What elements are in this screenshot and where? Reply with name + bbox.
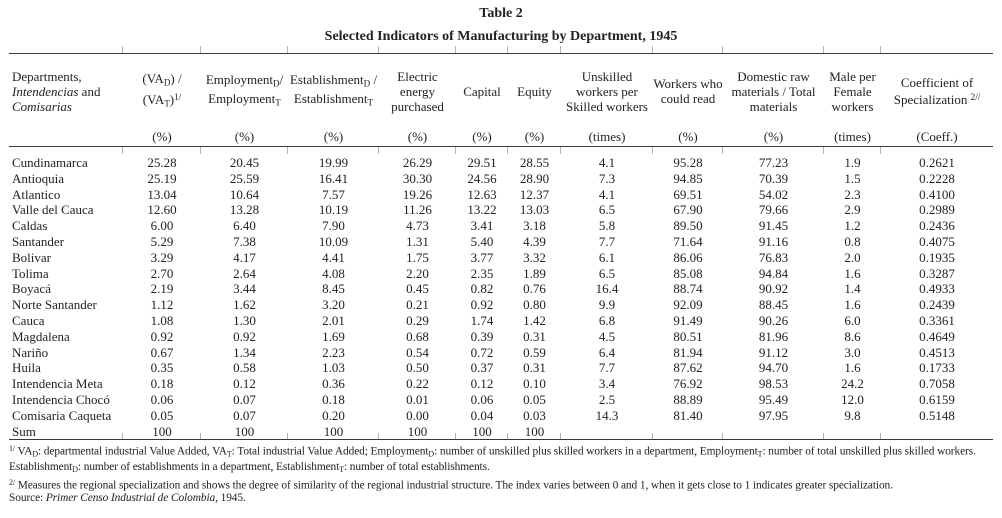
table-cell: 91.12 (758, 344, 789, 360)
column-header: Unskilled workers per Skilled workers (561, 54, 653, 129)
row-label: Nariño (12, 344, 49, 360)
table-cell: 4.17 (233, 249, 256, 265)
table-row (9, 202, 993, 218)
table-cell: 2.01 (322, 312, 345, 328)
table-cell: 4.41 (322, 249, 345, 265)
table-cell: 89.50 (673, 218, 703, 234)
table-cell: 90.26 (758, 312, 789, 328)
table-cell: 3.0 (844, 344, 861, 360)
table-cell: 1.5 (844, 170, 861, 186)
table-cell: 4.1 (598, 155, 616, 170)
row-label: Atlantico (12, 186, 61, 202)
table-cell: 28.90 (519, 170, 550, 186)
table-cell: 24.2 (841, 376, 864, 392)
table-cell: 98.53 (758, 376, 789, 392)
table-cell: 94.84 (758, 265, 789, 281)
table-cell: 81.96 (758, 328, 789, 344)
table-cell: 1.34 (233, 344, 256, 360)
table-cell: 4.08 (322, 265, 345, 281)
table-cell: 12.0 (841, 391, 864, 407)
table-cell: 5.8 (598, 218, 616, 234)
column-header: Employment$_D$/ Employment$_T$ (201, 54, 288, 129)
table-cell: 0.06 (470, 391, 494, 407)
table-cell: 100 (508, 424, 561, 440)
column-unit: (%) (123, 128, 201, 147)
table-cell: 0.2989 (919, 202, 955, 218)
table-cell: 25.28 (147, 155, 177, 170)
table-cell: 9.8 (844, 407, 861, 423)
table-cell: 6.40 (233, 218, 256, 234)
table-cell: 87.62 (673, 360, 703, 376)
column-unit: (%) (288, 128, 379, 147)
table-number: Table 2 (479, 6, 523, 21)
table-cell: 0.05 (150, 407, 174, 423)
table-cell: 0.68 (406, 328, 429, 344)
table-row (9, 281, 993, 297)
table-cell: 0.07 (233, 407, 256, 423)
table-cell: 0.82 (470, 281, 494, 297)
table-cell: 14.3 (595, 407, 619, 423)
table-cell: 0.07 (233, 391, 256, 407)
table-cell: 0.29 (406, 312, 429, 328)
table-cell: 1.4 (844, 281, 861, 297)
table-cell: 0.39 (470, 328, 494, 344)
table-cell: 0.45 (406, 281, 429, 297)
table-cell: 76.83 (758, 249, 789, 265)
table-cell: 25.19 (147, 170, 177, 186)
row-label: Intendencia Meta (12, 376, 103, 392)
table-cell: 0.76 (523, 281, 546, 297)
table-cell: 0.12 (470, 376, 494, 392)
table-cell: 1.6 (844, 360, 861, 376)
row-label: Intendencia Chocó (12, 391, 110, 407)
table-row (9, 171, 993, 187)
footnotes (9, 443, 997, 504)
table-row (9, 234, 993, 250)
table-cell: 1.62 (233, 297, 256, 313)
row-label: Boyacá (12, 281, 51, 297)
table-cell: 12.60 (147, 202, 177, 218)
table-cell: 0.1935 (919, 249, 955, 265)
title-block (9, 6, 993, 45)
table-cell: 6.1 (598, 249, 616, 265)
table-cell: 11.26 (403, 202, 432, 218)
column-header: Male per Female workers (824, 54, 881, 129)
column-unit: (times) (561, 128, 653, 147)
table-cell: 2.19 (150, 281, 174, 297)
table-cell: 0.01 (406, 391, 429, 407)
column-header: Equity (508, 54, 561, 129)
table-cell: 13.28 (229, 202, 260, 218)
column-unit: (times) (824, 128, 881, 147)
table-cell: 81.94 (673, 344, 703, 360)
table-cell: 26.29 (402, 155, 433, 170)
table-cell: 2.23 (322, 344, 345, 360)
table-cell: 0.1733 (919, 360, 955, 376)
table-cell: 9.9 (598, 297, 616, 313)
table-cell: 6.8 (598, 312, 616, 328)
table-cell: 2.20 (406, 265, 429, 281)
table-row (9, 376, 993, 392)
table-cell: 0.59 (523, 344, 546, 360)
row-label: Tolima (12, 265, 49, 281)
table-cell: 1.89 (523, 265, 546, 281)
table-row (9, 392, 993, 408)
table-header (9, 54, 993, 147)
table-row (9, 313, 993, 329)
table-cell: 16.41 (318, 170, 349, 186)
footnote-2: $^{2/}$ Measures the regional specialization and shows the degree of similarity of the regional industrial structure. The index varies between 0 and 1, when it gets close to 1 indicates greater specialization. (9, 477, 893, 492)
table-cell: 0.21 (406, 297, 429, 313)
table-cell: 0.50 (406, 360, 429, 376)
row-label: Cundinamarca (12, 155, 88, 170)
table-cell: 10.19 (318, 202, 349, 218)
table-cell: 0.3361 (919, 312, 955, 328)
table-cell: 3.44 (233, 281, 256, 297)
table-cell: 3.29 (150, 249, 174, 265)
table-body (9, 147, 993, 440)
indicators-table (9, 53, 993, 440)
table-cell: 13.22 (467, 202, 497, 218)
table-cell: 80.51 (673, 328, 703, 344)
table-cell: 91.16 (758, 233, 789, 249)
table-cell: 0.2621 (919, 155, 955, 170)
table-cell: 91.45 (758, 218, 789, 234)
table-cell: 8.6 (844, 328, 861, 344)
table-cell: 0.80 (523, 297, 546, 313)
table-cell: 1.2 (844, 218, 861, 234)
table-row (9, 250, 993, 266)
table-cell: 3.32 (523, 249, 546, 265)
table-cell: 97.95 (758, 407, 789, 423)
row-label: Valle del Cauca (12, 202, 94, 218)
table-cell: 0.36 (322, 376, 345, 392)
column-header: Domestic raw materials / Total materials (723, 54, 824, 129)
table-cell: 13.04 (147, 186, 177, 202)
table-cell: 81.40 (673, 407, 703, 423)
table-cell: 0.31 (523, 360, 546, 376)
table-cell: 0.18 (322, 391, 345, 407)
table-cell: 0.03 (523, 407, 546, 423)
table-cell: 1.9 (844, 155, 861, 170)
table-cell: 92.09 (673, 297, 703, 313)
row-label: Antioquia (12, 170, 64, 186)
table-cell: 5.40 (470, 233, 494, 249)
table-row (9, 408, 993, 424)
row-label: Comisaria Caqueta (12, 407, 112, 423)
table-cell: 28.55 (519, 155, 550, 170)
table-cell: 6.5 (598, 265, 616, 281)
column-unit: (%) (508, 128, 561, 147)
source-note: Source: Primer Censo Industrial de Colombia, 1945. (9, 491, 246, 504)
table-cell: 0.67 (150, 344, 174, 360)
column-unit (9, 128, 123, 147)
table-cell: 0.92 (150, 328, 174, 344)
table-cell: 5.29 (150, 233, 174, 249)
table-row (9, 345, 993, 361)
table-cell: 0.4933 (919, 281, 955, 297)
table-cell: 10.09 (318, 233, 349, 249)
table-row (9, 297, 993, 313)
row-label: Huila (12, 360, 41, 376)
table-cell: 0.12 (233, 376, 256, 392)
table-cell: 1.75 (406, 249, 429, 265)
row-label: Caldas (12, 218, 48, 234)
column-header: Departments, Intendencias and Comisarias (9, 54, 123, 129)
table-cell: 2.5 (598, 391, 616, 407)
table-row (9, 187, 993, 203)
table-cell: 13.03 (519, 202, 550, 218)
table-cell: 3.77 (470, 249, 494, 265)
row-label: Santander (12, 233, 64, 249)
table-cell: 100 (201, 424, 288, 440)
row-label: Norte Santander (12, 297, 97, 313)
table-cell: 4.1 (598, 186, 616, 202)
table-cell: 0.20 (322, 407, 345, 423)
table-cell: 4.73 (406, 218, 429, 234)
table-cell: 86.06 (673, 249, 703, 265)
column-header: Workers who could read (653, 54, 723, 129)
table-cell: 76.92 (673, 376, 703, 392)
table-cell: 88.74 (673, 281, 703, 297)
table-cell: 2.0 (844, 249, 861, 265)
table-cell: 6.00 (150, 218, 174, 234)
table-cell: 0.22 (406, 376, 429, 392)
table-cell (653, 424, 723, 440)
table-cell: 88.45 (758, 297, 789, 313)
table-cell: 1.69 (322, 328, 345, 344)
table-cell (824, 424, 881, 440)
table-cell: 1.74 (470, 312, 494, 328)
table-cell: 95.49 (758, 391, 789, 407)
table-cell: 69.51 (673, 186, 703, 202)
row-label: Sum (9, 424, 123, 440)
table-cell: 0.05 (523, 391, 546, 407)
table-cell: 0.3287 (919, 265, 955, 281)
table-cell: 0.4513 (919, 344, 955, 360)
table-cell: 100 (123, 424, 201, 440)
table-cell: 0.35 (150, 360, 174, 376)
table-row (9, 424, 993, 440)
table-cell: 2.9 (844, 202, 861, 218)
table-cell: 0.2436 (919, 218, 955, 234)
table-title: Selected Indicators of Manufacturing by Department, 1945 (324, 29, 678, 44)
table-cell (561, 424, 653, 440)
table-cell: 7.57 (322, 186, 345, 202)
table-cell: 7.90 (322, 218, 345, 234)
table-cell: 0.92 (233, 328, 256, 344)
column-header: Electric energy purchased (379, 54, 456, 129)
column-header: Coefficient of Specialization $^{2//}$ (881, 54, 993, 129)
table-cell: 1.03 (322, 360, 345, 376)
table-cell: 2.70 (150, 265, 174, 281)
table-cell: 0.4649 (919, 328, 955, 344)
table-cell: 0.54 (406, 344, 429, 360)
table-cell: 0.37 (470, 360, 494, 376)
table-cell: 1.08 (150, 312, 174, 328)
table-cell: 70.39 (758, 170, 789, 186)
table-cell: 95.28 (673, 155, 703, 170)
row-label: Magdalena (12, 328, 70, 344)
table-cell: 19.26 (402, 186, 433, 202)
column-unit: (%) (379, 128, 456, 147)
table-cell: 2.35 (470, 265, 494, 281)
column-unit: (%) (653, 128, 723, 147)
table-cell: 1.31 (406, 233, 429, 249)
table-cell: 0.31 (523, 328, 546, 344)
table-row (9, 147, 993, 171)
table-cell: 91.49 (673, 312, 703, 328)
column-unit: (Coeff.) (881, 128, 993, 147)
table-row (9, 218, 993, 234)
column-unit: (%) (201, 128, 288, 147)
column-unit: (%) (723, 128, 824, 147)
table-cell: 0.2228 (919, 170, 955, 186)
table-cell: 0.04 (470, 407, 494, 423)
table-cell: 0.00 (406, 407, 429, 423)
table-cell: 3.4 (598, 376, 616, 392)
table-cell: 6.4 (598, 344, 616, 360)
table-row (9, 266, 993, 282)
table-cell: 29.51 (467, 155, 497, 170)
table-cell: 1.12 (150, 297, 174, 313)
table-cell: 0.2439 (919, 297, 955, 313)
table-cell: 0.06 (150, 391, 174, 407)
column-header: Capital (456, 54, 508, 129)
table-cell: 0.10 (523, 376, 546, 392)
table-cell: 3.18 (523, 218, 546, 234)
table-cell: 3.20 (322, 297, 345, 313)
table-cell: 7.38 (233, 233, 256, 249)
table-row (9, 360, 993, 376)
table-cell: 4.39 (523, 233, 546, 249)
table-cell: 0.7058 (919, 376, 955, 392)
table-cell: 25.59 (229, 170, 260, 186)
table-cell: 71.64 (673, 233, 703, 249)
table-cell: 0.6159 (919, 391, 955, 407)
table-cell: 6.5 (598, 202, 616, 218)
table-cell: 7.3 (598, 170, 616, 186)
table-row (9, 329, 993, 345)
table-cell: 16.4 (595, 281, 619, 297)
table-cell (881, 424, 993, 440)
table-cell: 100 (456, 424, 508, 440)
table-cell: 12.63 (467, 186, 497, 202)
table-cell: 54.02 (758, 186, 789, 202)
table-cell: 19.99 (318, 155, 349, 170)
table-cell: 12.37 (519, 186, 550, 202)
table-cell: 3.41 (470, 218, 494, 234)
table-cell: 100 (379, 424, 456, 440)
table-cell: 77.23 (758, 155, 789, 170)
table-cell: 1.42 (523, 312, 546, 328)
table-cell: 0.58 (233, 360, 256, 376)
table-cell: 2.3 (844, 186, 861, 202)
table-cell: 79.66 (758, 202, 789, 218)
table-cell: 0.5148 (919, 407, 955, 423)
table-cell: 0.4075 (919, 233, 955, 249)
table-cell: 8.45 (322, 281, 345, 297)
table-cell: 10.64 (229, 186, 260, 202)
table-cell: 20.45 (229, 155, 260, 170)
table-cell: 7.7 (598, 233, 616, 249)
footnote-1: $^{1/}$ $VA_D$: departmental industrial Value Added, $VA_T$: Total industrial Value Added; Employment$_D$: number of unskilled plus skilled workers in a department, Employment$_T$: number of total unskilled plus skilled workers. Establishment$_D$: number of establishments in a department, Establishment$_T$: number of total establishments. (9, 444, 976, 475)
table-cell: 1.6 (844, 297, 861, 313)
table-cell: 90.92 (758, 281, 789, 297)
table-cell: 0.72 (470, 344, 494, 360)
table-cell: 0.4100 (919, 186, 955, 202)
table-cell: 85.08 (673, 265, 703, 281)
table-cell: 4.5 (598, 328, 616, 344)
table-cell: 88.89 (673, 391, 703, 407)
table-cell: 94.70 (758, 360, 789, 376)
table-cell: 24.56 (467, 170, 497, 186)
table-cell: 0.18 (150, 376, 174, 392)
table-cell: 6.0 (844, 312, 861, 328)
table-cell: 100 (288, 424, 379, 440)
column-header: Establishment$_D$ / Establishment$_T$ (288, 54, 379, 129)
table-cell: 30.30 (402, 170, 433, 186)
table-cell: 2.64 (233, 265, 256, 281)
table-cell (723, 424, 824, 440)
table-cell: 67.90 (673, 202, 703, 218)
row-label: Bolivar (12, 249, 51, 265)
table-cell: 7.7 (598, 360, 616, 376)
column-unit: (%) (456, 128, 508, 147)
table-cell: 1.30 (233, 312, 256, 328)
row-label: Cauca (12, 312, 45, 328)
column-header: $(VA_D) / (VA_T)^{1/}$ (123, 54, 201, 129)
table-cell: 0.8 (844, 233, 861, 249)
table-cell: 0.92 (470, 297, 494, 313)
table-cell: 94.85 (673, 170, 703, 186)
table-cell: 1.6 (844, 265, 861, 281)
